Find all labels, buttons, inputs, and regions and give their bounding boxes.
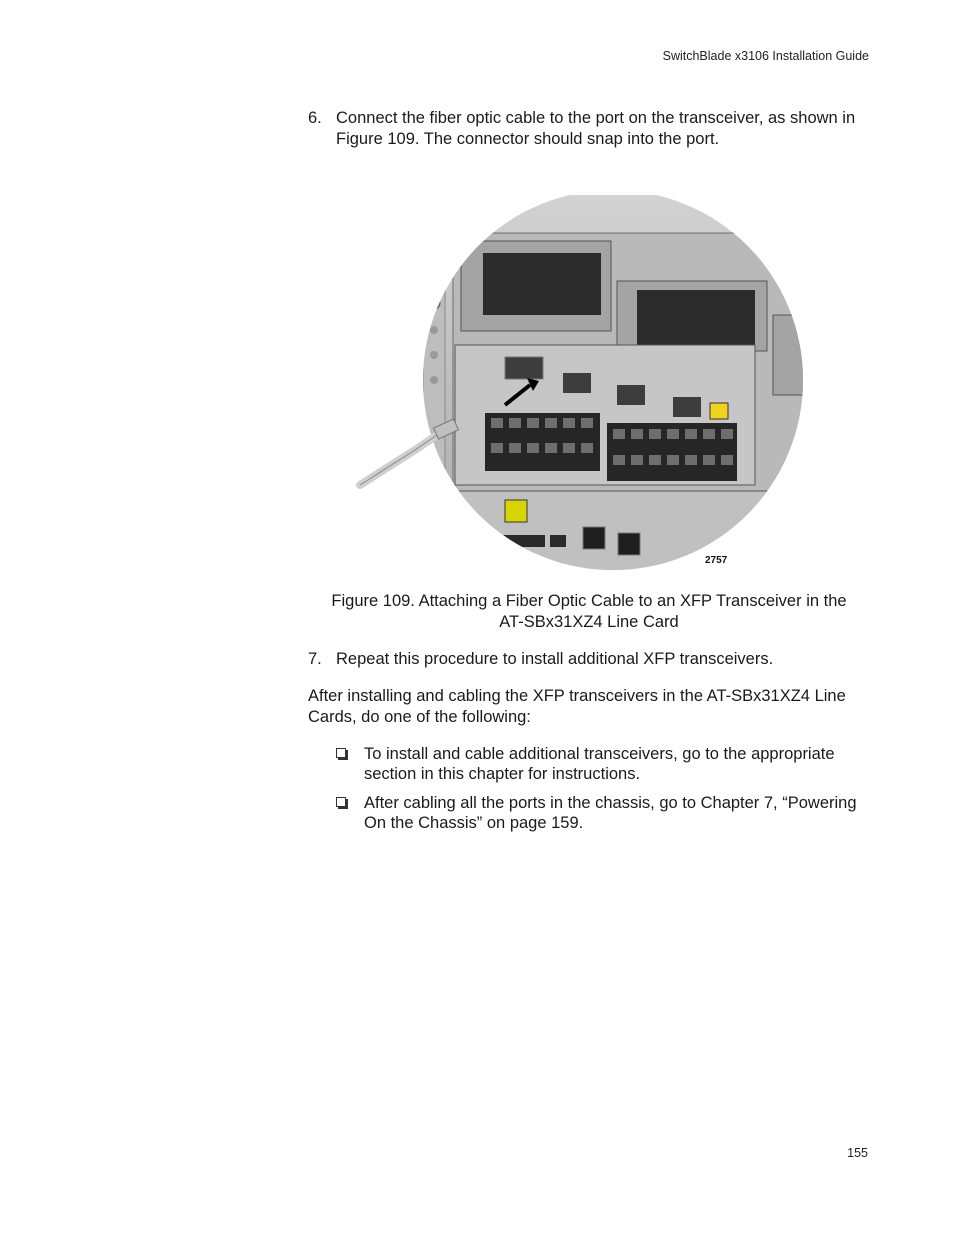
checkbox-bullet-icon <box>336 748 346 758</box>
list-item-text: To install and cable additional transceivers, go to the appropriate section in this chapter for instructions. <box>364 745 835 783</box>
figure-number-label: 2757 <box>705 555 728 566</box>
chassis-illustration <box>355 195 815 575</box>
list-item <box>336 744 866 784</box>
running-header: SwitchBlade x3106 Installation Guide <box>662 49 869 63</box>
step-7 <box>308 649 868 670</box>
bullet-list <box>336 744 866 842</box>
list-item <box>336 793 866 833</box>
step-number: 6. <box>308 109 322 127</box>
list-item-text: After cabling all the ports in the chassis, go to Chapter 7, “Powering On the Chassis” on page 159. <box>364 794 857 832</box>
page-number: 155 <box>847 1146 868 1160</box>
caption-line-1: Figure 109. Attaching a Fiber Optic Cable to an XFP Transceiver in the <box>331 592 847 610</box>
step-number: 7. <box>308 650 322 668</box>
figure-109-illustration <box>355 195 815 575</box>
caption-line-2: AT-SBx31XZ4 Line Card <box>499 613 679 631</box>
figure-caption <box>308 591 870 633</box>
checkbox-bullet-icon <box>336 797 346 807</box>
step-6 <box>308 108 868 150</box>
step-text: Connect the fiber optic cable to the port on the transceiver, as shown in Figure 109. The connector should snap into the port. <box>336 109 856 148</box>
body-paragraph: After installing and cabling the XFP transceivers in the AT-SBx31XZ4 Line Cards, do one of the following: <box>308 687 846 726</box>
step-text: Repeat this procedure to install additional XFP transceivers. <box>336 650 774 668</box>
